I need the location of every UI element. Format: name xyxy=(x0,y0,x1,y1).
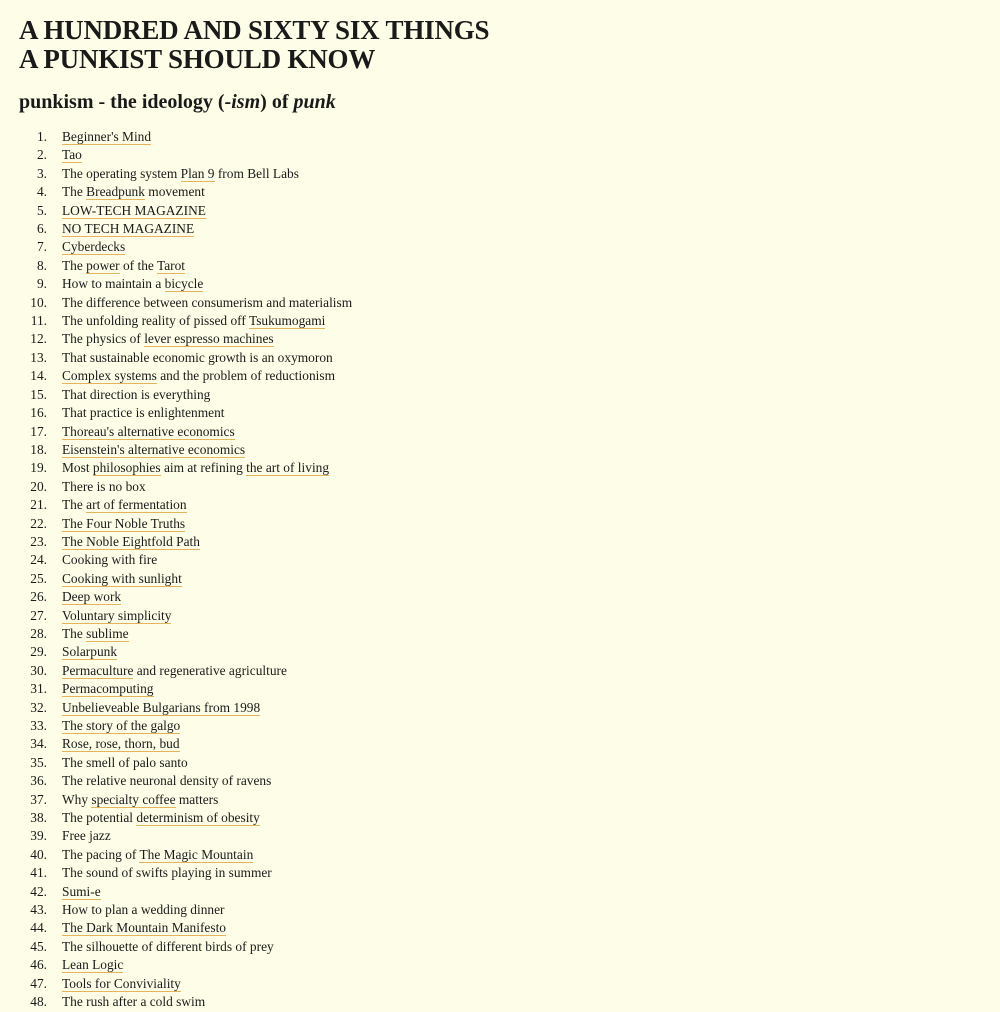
list-item-link[interactable]: LOW-TECH MAGAZINE xyxy=(62,202,206,218)
list-item xyxy=(19,257,999,275)
list-item xyxy=(19,607,999,625)
list-item xyxy=(19,146,999,164)
subtitle-middle: ) of xyxy=(260,91,294,113)
list-item-text: The potential xyxy=(62,810,137,826)
list-item-link[interactable]: Cyberdecks xyxy=(62,239,126,255)
list-item xyxy=(19,883,999,901)
list-item xyxy=(19,827,999,845)
page-title-line-1: A HUNDRED AND SIXTY SIX THINGS xyxy=(19,15,490,45)
list-item-number: 48. xyxy=(30,994,47,1010)
list-item-number: 3. xyxy=(36,165,47,181)
list-item-link[interactable]: The Magic Mountain xyxy=(139,846,254,862)
list-item-link[interactable]: bicycle xyxy=(164,276,204,292)
list-item-number: 38. xyxy=(30,810,47,826)
list-item xyxy=(19,294,999,312)
list-item-link[interactable]: art of fermentation xyxy=(86,497,187,513)
list-item xyxy=(19,128,999,146)
list-item-number: 8. xyxy=(36,257,47,273)
list-item-link[interactable]: specialty coffee xyxy=(91,791,176,807)
list-item-number: 25. xyxy=(30,570,47,586)
list-item-number: 37. xyxy=(30,791,47,807)
list-item-number: 40. xyxy=(30,846,47,862)
list-item xyxy=(19,919,999,937)
list-item-number: 2. xyxy=(36,147,47,163)
list-item-number: 31. xyxy=(30,681,47,697)
list-item-number: 42. xyxy=(30,883,47,899)
list-item-text: The operating system xyxy=(62,165,181,181)
list-item-text: from Bell Labs xyxy=(214,165,299,181)
list-item xyxy=(19,367,999,385)
list-item-text: That practice is enlightenment xyxy=(62,405,225,421)
list-item-link[interactable]: Unbelieveable Bulgarians from 1998 xyxy=(62,699,261,715)
list-item-number: 19. xyxy=(30,460,47,476)
list-item-link[interactable]: Eisenstein's alternative economics xyxy=(62,441,246,457)
list-item-link[interactable]: Tsukumogami xyxy=(248,313,326,329)
list-item-link[interactable]: Solarpunk xyxy=(62,644,118,660)
list-item-text: Free jazz xyxy=(62,828,111,844)
list-item-link[interactable]: Tao xyxy=(62,147,82,163)
list-item-text: The xyxy=(62,497,87,513)
list-item-link[interactable]: Deep work xyxy=(62,589,122,605)
list-item xyxy=(19,349,999,367)
list-item-number: 11. xyxy=(30,313,47,329)
list-item-link[interactable]: Plan 9 xyxy=(180,165,215,181)
list-item-link[interactable]: Permaculture xyxy=(62,662,134,678)
list-item-text: movement xyxy=(144,184,205,200)
list-item-link[interactable]: Permacomputing xyxy=(62,681,154,697)
list-item-number: 15. xyxy=(30,386,47,402)
list-item xyxy=(19,643,999,661)
list-item xyxy=(19,864,999,882)
list-item xyxy=(19,570,999,588)
subtitle-punk: punk xyxy=(293,91,336,113)
list-item-number: 47. xyxy=(30,975,47,991)
list-item-number: 17. xyxy=(30,423,47,439)
list-item-link[interactable]: Sumi-e xyxy=(62,883,101,899)
list-item-text: The rush after a cold swim xyxy=(62,994,206,1010)
list-item-text: Cooking with fire xyxy=(62,552,158,568)
list-item xyxy=(19,809,999,827)
list-item xyxy=(19,699,999,717)
list-item-text: Why xyxy=(62,791,92,807)
things-list xyxy=(19,128,999,1012)
list-item-number: 33. xyxy=(30,718,47,733)
list-item xyxy=(19,202,999,220)
list-item-number: 10. xyxy=(30,294,47,310)
list-item xyxy=(19,533,999,551)
list-item-link[interactable]: Complex systems xyxy=(62,368,157,384)
list-item xyxy=(19,956,999,974)
list-item-number: 20. xyxy=(30,478,47,494)
list-item xyxy=(19,441,999,459)
list-item-text: The xyxy=(62,257,87,273)
list-item-link[interactable]: Rose, rose, thorn, bud xyxy=(62,736,180,752)
list-item xyxy=(19,662,999,680)
list-item-number: 18. xyxy=(30,441,47,457)
list-item xyxy=(19,386,999,404)
list-item-link[interactable]: Cooking with sunlight xyxy=(62,570,182,586)
list-item-text: That sustainable economic growth is an oxymoron xyxy=(62,349,333,365)
list-item xyxy=(19,772,999,790)
page-title xyxy=(19,16,999,74)
list-item-number: 32. xyxy=(30,699,47,715)
list-item-number: 30. xyxy=(30,662,47,678)
list-item-number: 6. xyxy=(36,221,47,237)
list-item-link[interactable]: Tools for Conviviality xyxy=(62,975,181,991)
list-item-text: The difference between consumerism and materialism xyxy=(62,294,353,310)
subtitle-ism: -ism xyxy=(224,91,261,113)
list-item-text: The xyxy=(62,625,87,641)
list-item xyxy=(19,680,999,698)
list-item-number: 21. xyxy=(30,497,47,513)
list-item-number: 22. xyxy=(30,515,47,531)
list-item-link[interactable]: power xyxy=(86,257,120,273)
list-item xyxy=(19,754,999,772)
list-item xyxy=(19,459,999,477)
list-item xyxy=(19,275,999,293)
list-item-number: 44. xyxy=(30,920,47,936)
list-item-link[interactable]: The Noble Eightfold Path xyxy=(62,533,200,549)
list-item xyxy=(19,588,999,606)
page-subtitle xyxy=(19,90,999,114)
list-item-link[interactable]: determinism of obesity xyxy=(136,810,260,826)
list-item-number: 45. xyxy=(30,938,47,954)
list-item-text: The physics of xyxy=(62,331,145,347)
list-item xyxy=(19,791,999,809)
list-item-number: 41. xyxy=(30,865,47,881)
list-item-link[interactable]: Breadpunk xyxy=(86,184,145,200)
list-item-number: 39. xyxy=(30,828,47,844)
list-item-number: 13. xyxy=(30,349,47,365)
list-item-link[interactable]: Voluntary simplicity xyxy=(62,607,172,623)
list-item xyxy=(19,220,999,238)
list-item xyxy=(19,312,999,330)
list-item-link[interactable]: philosophies xyxy=(92,460,161,476)
list-item xyxy=(19,515,999,533)
list-item-link[interactable]: Thoreau's alternative economics xyxy=(62,423,235,439)
list-item xyxy=(19,938,999,956)
list-item-link[interactable]: The Dark Mountain Manifesto xyxy=(62,920,226,936)
list-item-number: 16. xyxy=(30,405,47,421)
list-item-text: The sound of swifts playing in summer xyxy=(62,865,272,881)
list-item-number: 24. xyxy=(30,552,47,568)
list-item xyxy=(19,330,999,348)
list-item xyxy=(19,165,999,183)
subtitle-prefix: punkism - the ideology ( xyxy=(19,91,225,113)
list-item-link[interactable]: The story of the galgo xyxy=(62,718,181,733)
list-item xyxy=(19,478,999,496)
list-item xyxy=(19,901,999,919)
list-item-text: aim at refining xyxy=(160,460,247,476)
list-item-text: and regenerative agriculture xyxy=(133,662,287,678)
list-item-link[interactable]: Lean Logic xyxy=(62,957,124,973)
page-title-line-2: A PUNKIST SHOULD KNOW xyxy=(19,44,376,74)
list-item-number: 27. xyxy=(30,607,47,623)
list-item-text: and the problem of reductionism xyxy=(156,368,335,384)
list-item xyxy=(19,846,999,864)
list-item-text: The silhouette of different birds of prey xyxy=(62,938,274,954)
list-item-text: The xyxy=(62,184,87,200)
list-item-number: 28. xyxy=(30,625,47,641)
list-item xyxy=(19,625,999,643)
list-item-number: 12. xyxy=(30,331,47,347)
list-item xyxy=(19,551,999,569)
list-item xyxy=(19,975,999,993)
list-item-number: 29. xyxy=(30,644,47,660)
list-item-number: 5. xyxy=(36,202,47,218)
list-item-text: of the xyxy=(119,257,157,273)
list-item-text: How to maintain a xyxy=(62,276,165,292)
list-item-number: 34. xyxy=(30,736,47,752)
list-item-number: 7. xyxy=(36,239,47,255)
list-item-number: 46. xyxy=(30,957,47,973)
list-item-link[interactable]: Beginner's Mind xyxy=(62,129,152,144)
list-item-link[interactable]: Tarot xyxy=(156,257,186,273)
list-item xyxy=(19,238,999,256)
list-item-text: The pacing of xyxy=(62,846,140,862)
list-item-number: 23. xyxy=(30,533,47,549)
list-item xyxy=(19,423,999,441)
list-item-number: 43. xyxy=(30,902,47,918)
list-item-text: Most xyxy=(62,460,93,476)
list-item xyxy=(19,735,999,753)
list-item-link[interactable]: NO TECH MAGAZINE xyxy=(62,221,195,237)
list-item-number: 4. xyxy=(36,184,47,200)
list-item-text: The relative neuronal density of ravens xyxy=(62,773,272,789)
list-item-number: 26. xyxy=(30,589,47,605)
list-item-link[interactable]: the art of living xyxy=(246,460,330,476)
list-item-number: 36. xyxy=(30,773,47,789)
list-item xyxy=(19,183,999,201)
list-item-text: How to plan a wedding dinner xyxy=(62,902,225,918)
list-item-text: matters xyxy=(175,791,219,807)
list-item-number: 1. xyxy=(36,129,47,144)
list-item-link[interactable]: lever espresso machines xyxy=(144,331,274,347)
list-item-text: The smell of palo santo xyxy=(62,754,188,770)
list-item-text: There is no box xyxy=(62,478,146,494)
list-item-link[interactable]: sublime xyxy=(86,625,129,641)
list-item-text: That direction is everything xyxy=(62,386,211,402)
list-item-text: The unfolding reality of pissed off xyxy=(62,313,249,329)
list-item-link[interactable]: The Four Noble Truths xyxy=(62,515,186,531)
list-item xyxy=(19,404,999,422)
list-item xyxy=(19,993,999,1011)
list-item-number: 14. xyxy=(30,368,47,384)
list-item-number: 35. xyxy=(30,754,47,770)
list-item xyxy=(19,496,999,514)
list-item xyxy=(19,717,999,735)
list-item-number: 9. xyxy=(36,276,47,292)
